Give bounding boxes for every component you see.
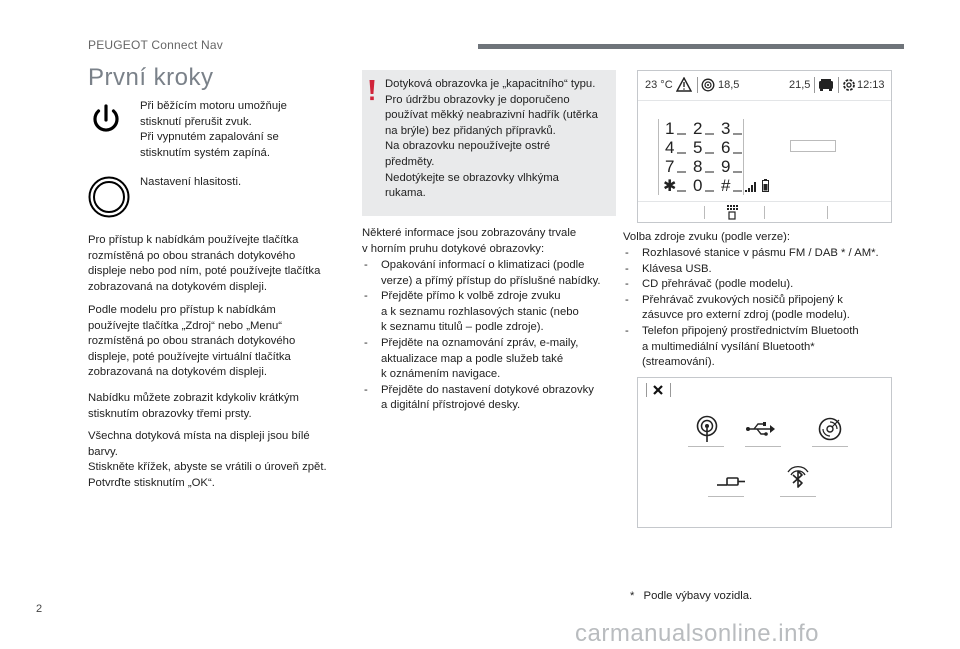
keypad-key: 0 <box>693 176 703 195</box>
text-line: Nastavení hlasitosti. <box>140 176 242 188</box>
settings-icon <box>842 78 856 92</box>
keypad-key: 1 <box>665 119 675 138</box>
text-line: k oznámením navigace. <box>381 368 501 381</box>
text-line: Rozhlasové stanice v pásmu FM / DAB * / AM*. <box>642 247 879 259</box>
list-item <box>623 324 913 371</box>
text-line: Pro přístup k nabídkám používejte tlačítka <box>88 234 299 246</box>
text-line: k seznamu titulů – podle zdroje). <box>381 321 544 334</box>
text-line: zobrazovaná na dotykovém displeji. <box>88 366 267 379</box>
text-line: používejte tlačítka „Zdroj“ nebo „Menu“ <box>88 319 283 332</box>
keypad-key: 9 <box>721 157 731 176</box>
text-line: a multimediální vysílání Bluetooth* <box>642 340 815 353</box>
text-line: barvy. <box>88 445 118 458</box>
text-line: Přejděte přímo k volbě zdroje zvuku <box>381 290 561 303</box>
text-line: rozmístěná po obou stranách dotykového <box>88 335 296 348</box>
header-label: PEUGEOT Connect Nav <box>88 38 223 52</box>
footnote <box>630 589 890 605</box>
text-line: Potvrďte stisknutím „OK“. <box>88 476 215 489</box>
keypad-key: # <box>721 176 731 195</box>
keypad-key: 6 <box>721 138 731 157</box>
text-line: Opakování informací o klimatizaci (podle <box>381 259 585 271</box>
paragraph-three-fingers <box>88 391 358 422</box>
car-icon <box>818 78 834 92</box>
divider <box>708 496 744 497</box>
text-line: Stiskněte křížek, abyste se vrátili o úroveň zpět. <box>88 461 327 474</box>
watermark: carmanualsonline.info <box>575 620 819 647</box>
divider <box>814 77 815 93</box>
footnote-text: Podle výbavy vozidla. <box>643 590 753 602</box>
text-line: rozmístěná po obou stranách dotykového <box>88 249 296 262</box>
text-line: Při běžícím motoru umožňuje <box>140 100 287 112</box>
keypad-key: 3 <box>721 119 731 138</box>
keypad-key: 8 <box>693 157 703 176</box>
text-line: Telefon připojený prostřednictvím Bluetooth <box>642 324 859 337</box>
phone-icon <box>725 204 741 220</box>
aux-icon <box>716 474 746 488</box>
text-line: rukama. <box>385 187 426 200</box>
temperature-left: 23 °C <box>645 79 673 91</box>
paragraph-source-menu <box>88 303 358 381</box>
text-line: předměty. <box>385 155 435 168</box>
warning-triangle-icon <box>676 77 692 92</box>
battery-icon <box>762 179 769 192</box>
divider <box>812 446 848 447</box>
bluetooth-icon <box>784 464 812 494</box>
text-line: verze) a přímý přístup do příslušné nabídky. <box>381 274 601 287</box>
text-line: Některé informace jsou zobrazovány trvale <box>362 227 577 239</box>
value-right: 21,5 <box>789 79 811 91</box>
text-line: v horním pruhu dotykové obrazovky: <box>362 242 545 255</box>
list-item <box>623 277 913 293</box>
header-rule <box>478 44 904 49</box>
bottom-bar <box>638 201 891 222</box>
paragraph-menus <box>88 233 358 295</box>
text-line: Nabídku můžete zobrazit kdykoliv krátkým <box>88 392 299 404</box>
list-item <box>623 262 913 278</box>
divider <box>780 496 816 497</box>
list-item <box>623 246 913 262</box>
footnote-mark: * <box>630 590 635 602</box>
keypad-key: 4 <box>665 138 675 157</box>
text-line: Přejděte do nastavení dotykové obrazovky <box>381 383 594 396</box>
text-line: Přehrávač zvukových nosičů připojený k <box>642 293 843 306</box>
text-line: displeje nebo pod ním, poté používejte tlačítka <box>88 265 321 278</box>
warning-text <box>385 77 617 202</box>
divider <box>688 446 724 447</box>
text-line: CD přehrávač (podle modelu). <box>642 278 794 291</box>
signal-icon <box>745 182 757 192</box>
clock: 12:13 <box>857 79 885 91</box>
close-icon <box>652 384 664 396</box>
text-line: Klávesa USB. <box>642 262 712 275</box>
keypad-key: ✱ <box>663 178 677 195</box>
text-line: zásuvce pro externí zdroj (podle modelu). <box>642 309 850 322</box>
list-item <box>362 383 624 414</box>
divider <box>697 77 698 93</box>
info-list <box>362 258 624 414</box>
source-screen-illustration <box>637 377 892 528</box>
dialpad <box>658 119 744 195</box>
volume-text <box>140 175 360 191</box>
radio-icon <box>695 415 719 443</box>
text-line: na brýle) bez přidaných přípravků. <box>385 124 556 137</box>
status-bar <box>638 71 891 101</box>
text-line: aktualizace map a podle služeb také <box>381 352 564 365</box>
text-line: stisknutím systém zapíná. <box>140 146 270 159</box>
info-intro <box>362 226 622 257</box>
text-line: (streamování). <box>642 356 715 369</box>
text-line: stisknutím obrazovky třemi prsty. <box>88 407 252 420</box>
warning-mark-icon <box>368 80 376 102</box>
number-input-field <box>790 140 836 152</box>
divider <box>764 206 765 219</box>
paragraph-touch-areas <box>88 429 358 491</box>
text-line: a digitální přístrojové desky. <box>381 399 521 412</box>
text-line: zobrazovaná na dotykovém displeji. <box>88 280 267 293</box>
text-line: Dotyková obrazovka je „kapacitního“ typu. <box>385 78 596 90</box>
list-item <box>362 336 624 383</box>
page-number: 2 <box>36 603 43 615</box>
text-line: displeje, poté používejte virtuální tlačítka <box>88 350 291 363</box>
text-line: a k seznamu rozhlasových stanic (nebo <box>381 305 579 318</box>
power-text <box>140 99 360 161</box>
page-title: První kroky <box>88 64 214 91</box>
text-line: Při vypnutém zapalování se <box>140 131 279 144</box>
text-line: používat měkký neabrazivní hadřík (utěrka <box>385 109 598 122</box>
usb-icon <box>746 422 776 436</box>
list-item <box>362 289 624 336</box>
power-icon <box>86 100 126 140</box>
text-line: Pro údržbu obrazovky je doporučeno <box>385 93 570 106</box>
divider <box>745 446 781 447</box>
sources-list <box>623 246 913 371</box>
sources-intro <box>623 230 913 246</box>
navigation-icon <box>701 78 715 92</box>
volume-knob-icon <box>88 176 130 218</box>
divider <box>670 383 671 397</box>
keypad-underlines <box>659 119 745 195</box>
divider <box>704 206 705 219</box>
value-left: 18,5 <box>718 79 740 91</box>
screen-illustration <box>637 70 892 223</box>
keypad-key: 7 <box>665 157 675 176</box>
keypad-key: 2 <box>693 119 703 138</box>
text-line: Volba zdroje zvuku (podle verze): <box>623 231 791 243</box>
keypad-key: 5 <box>693 138 703 157</box>
text-line: Všechna dotyková místa na displeji jsou bílé <box>88 430 310 442</box>
cd-icon <box>818 417 842 441</box>
text-line: Na obrazovku nepoužívejte ostré <box>385 140 551 153</box>
list-item <box>623 293 913 324</box>
divider <box>646 383 647 397</box>
text-line: Nedotýkejte se obrazovky vlhkýma <box>385 171 559 184</box>
divider <box>827 206 828 219</box>
text-line: stisknutí přerušit zvuk. <box>140 115 252 128</box>
divider <box>838 77 839 93</box>
text-line: Přejděte na oznamování zpráv, e-maily, <box>381 336 579 349</box>
list-item <box>362 258 624 289</box>
text-line: Podle modelu pro přístup k nabídkám <box>88 304 276 316</box>
